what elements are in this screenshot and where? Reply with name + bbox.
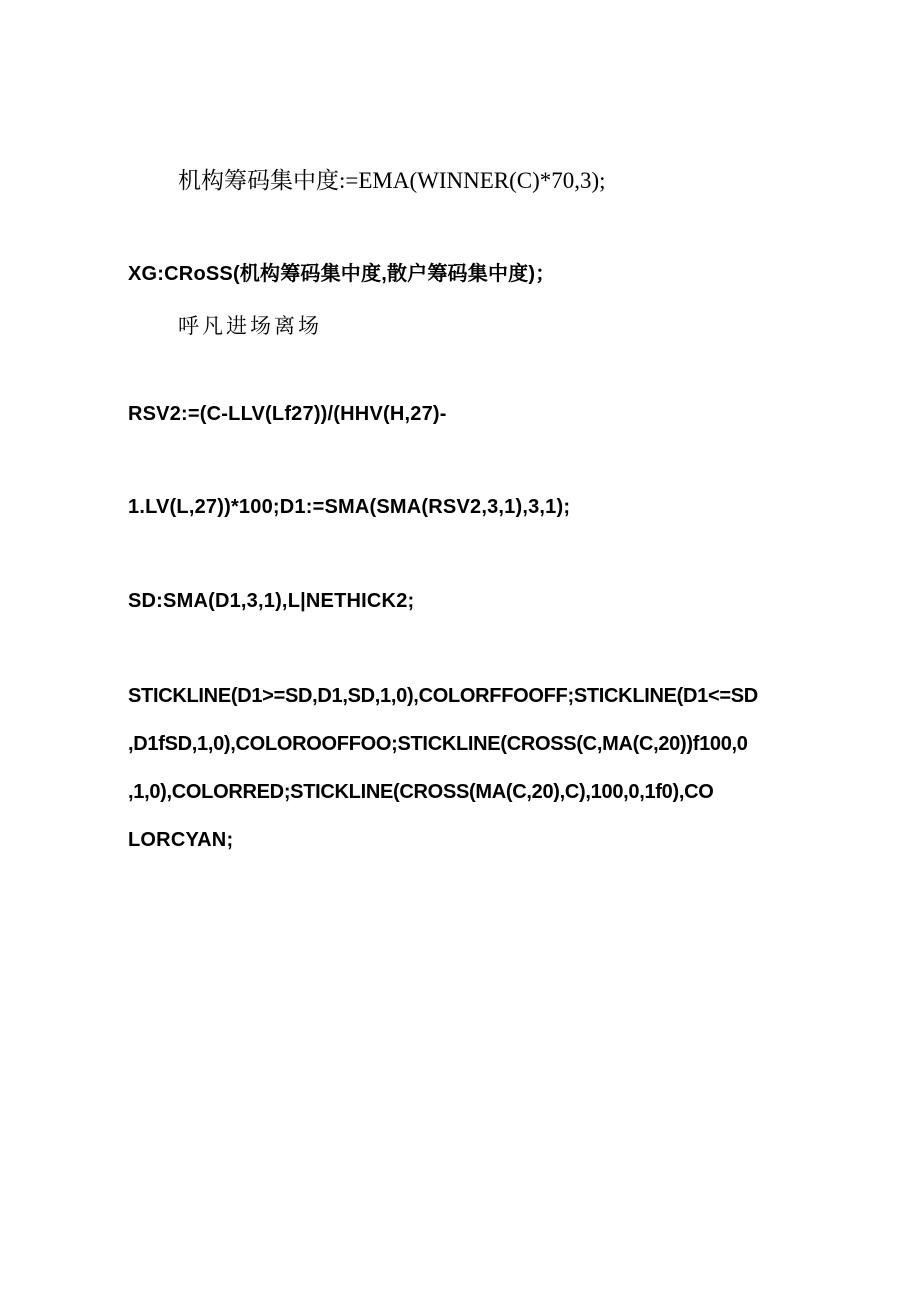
formula-line-stickline-1: STICKLINE(D1>=SD,D1,SD,1,0),COLORFFOOFF;STICKLINE(D1<=SD bbox=[128, 685, 758, 707]
formula-line-institution-chip-concentration: 机构筹码集中度:=EMA(WINNER(C)*70,3); bbox=[178, 168, 606, 193]
section-heading: 呼凡进场离场 bbox=[178, 314, 322, 338]
formula-line-rsv2: RSV2:=(C-LLV(Lf27))/(HHV(H,27)- bbox=[128, 403, 447, 425]
formula-line-stickline-2: ,D1fSD,1,0),COLOROOFFOO;STICKLINE(CROSS(C,MA(C,20))f100,0 bbox=[128, 733, 748, 755]
formula-line-stickline-3: ,1,0),COLORRED;STICKLINE(CROSS(MA(C,20),C),100,0,1f0),CO bbox=[128, 781, 714, 803]
formula-line-sd: SD:SMA(D1,3,1),L|NETHICK2; bbox=[128, 590, 415, 612]
formula-line-stickline-4: LORCYAN; bbox=[128, 829, 234, 851]
formula-line-d1: 1.LV(L,27))*100;D1:=SMA(SMA(RSV2,3,1),3,1); bbox=[128, 496, 571, 518]
formula-line-xg-cross: XG:CRoSS(机构筹码集中度,散户筹码集中度)； bbox=[128, 263, 556, 285]
